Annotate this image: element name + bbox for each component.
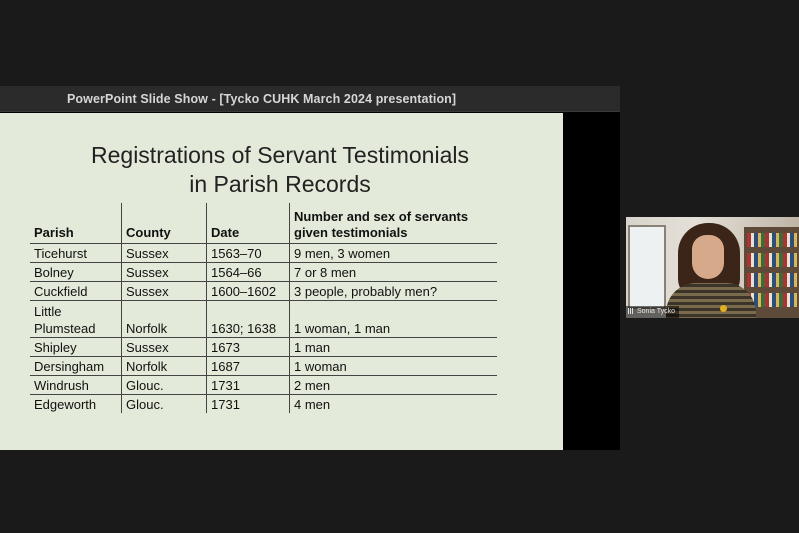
table-row [30, 244, 497, 263]
slide-title-line-2: in Parish Records [189, 171, 371, 197]
cell-parish: Bolney [30, 263, 122, 282]
video-books [747, 233, 797, 247]
cell-servants: 7 or 8 men [290, 263, 498, 282]
cell-parish-line-2: Plumstead [34, 321, 96, 336]
slide-letterbox [563, 113, 620, 450]
cell-county: Sussex [122, 282, 207, 301]
video-books [747, 253, 797, 267]
window-title: PowerPoint Slide Show - [Tycko CUHK March 2024 presentation] [0, 86, 620, 112]
cell-county: Norfolk [122, 357, 207, 376]
cell-parish: Windrush [30, 376, 122, 395]
cell-date: 1731 [207, 395, 290, 414]
table-row [30, 301, 497, 338]
cell-date: 1731 [207, 376, 290, 395]
cell-county: Glouc. [122, 376, 207, 395]
cell-county: Sussex [122, 263, 207, 282]
header-date: Date [207, 203, 290, 244]
cell-servants: 1 woman [290, 357, 498, 376]
cell-date: 1687 [207, 357, 290, 376]
cell-date: 1630; 1638 [207, 301, 290, 338]
header-servants-line-1: Number and sex of servants [294, 209, 469, 224]
cell-parish [30, 301, 122, 338]
participant-name-tag [626, 306, 679, 318]
video-window [628, 225, 666, 309]
shared-screen [0, 86, 620, 450]
participant-pin [720, 305, 727, 312]
testimonials-table [30, 203, 497, 413]
cell-servants: 1 woman, 1 man [290, 301, 498, 338]
participant-name: Sonia Tycko [637, 308, 676, 315]
cell-county: Glouc. [122, 395, 207, 414]
header-parish: Parish [30, 203, 122, 244]
cell-parish: Dersingham [30, 357, 122, 376]
header-servants [290, 203, 498, 244]
cell-servants: 3 people, probably men? [290, 282, 498, 301]
cell-parish: Ticehurst [30, 244, 122, 263]
cell-date: 1673 [207, 338, 290, 357]
participant-face [692, 235, 724, 279]
cell-county: Norfolk [122, 301, 207, 338]
video-books [747, 273, 797, 287]
table-row [30, 357, 497, 376]
table-header-row [30, 203, 497, 244]
cell-date: 1563–70 [207, 244, 290, 263]
cell-servants: 1 man [290, 338, 498, 357]
cell-servants: 4 men [290, 395, 498, 414]
table-row [30, 263, 497, 282]
slide-title [30, 141, 530, 199]
cell-date: 1564–66 [207, 263, 290, 282]
cell-county: Sussex [122, 244, 207, 263]
table-row [30, 282, 497, 301]
table-row [30, 338, 497, 357]
cell-parish: Shipley [30, 338, 122, 357]
table-row [30, 395, 497, 414]
participant-body [666, 283, 756, 318]
slide [0, 113, 563, 450]
cell-parish: Edgeworth [34, 397, 97, 412]
participant-video[interactable] [626, 217, 799, 318]
cell-date: 1600–1602 [207, 282, 290, 301]
cell-parish-line-1: Little [34, 304, 62, 319]
cell-servants: 2 men [290, 376, 498, 395]
table-row [30, 376, 497, 395]
cell-county: Sussex [122, 338, 207, 357]
signal-icon [628, 308, 635, 314]
header-county: County [122, 203, 207, 244]
cell-servants: 9 men, 3 women [290, 244, 498, 263]
slide-title-line-1: Registrations of Servant Testimonials [91, 142, 469, 168]
header-servants-line-2: given testimonials [294, 225, 408, 240]
cell-parish: Cuckfield [30, 282, 122, 301]
